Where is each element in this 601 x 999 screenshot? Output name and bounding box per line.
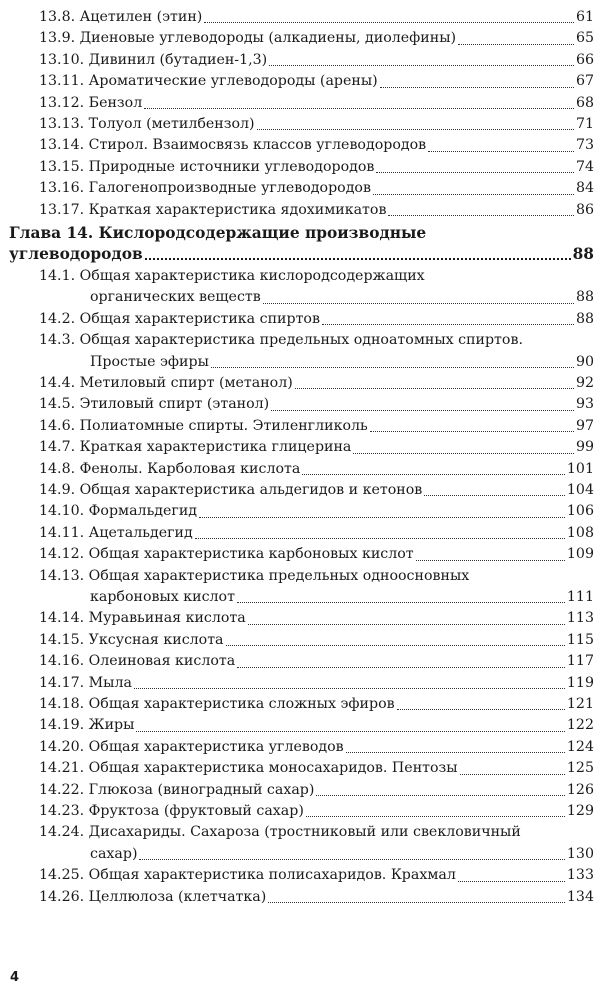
toc-entry-heading <box>39 630 224 651</box>
toc-entry-line <box>39 28 594 49</box>
toc-entry-title: Общая характеристика предельных одноосновных <box>88 567 470 584</box>
dot-leader <box>248 624 565 625</box>
toc-entry-line <box>39 135 594 156</box>
toc-entry-heading <box>39 608 246 629</box>
toc-entry-page: 66 <box>575 51 594 68</box>
toc-entry-line <box>39 715 594 736</box>
dot-leader <box>346 752 565 753</box>
toc-entry-title: Муравьиная кислота <box>88 610 246 627</box>
toc-entry-page: 126 <box>566 781 594 798</box>
toc-entry-page: 74 <box>575 158 594 175</box>
toc-entry-number: 14.7. <box>39 439 76 456</box>
dot-leader <box>145 258 571 260</box>
toc-entry-page: 88 <box>575 289 594 306</box>
chapter-title-line <box>9 244 594 265</box>
dot-leader <box>416 560 565 561</box>
toc-entry-page: 61 <box>575 9 594 25</box>
dot-leader <box>380 87 574 88</box>
dot-leader <box>271 410 574 411</box>
toc-entry <box>39 715 594 736</box>
dot-leader <box>237 602 565 603</box>
toc-entry-number: 13.10. <box>39 51 85 68</box>
toc-entry-title-continued: органических веществ <box>90 289 261 306</box>
toc-entry-line <box>39 501 594 522</box>
dot-leader <box>144 108 574 109</box>
toc-entry-title: Дисахариды. Сахароза (тростниковый или свекловичный <box>88 824 521 841</box>
toc-entry-title: Полиатомные спирты. Этиленгликоль <box>79 417 368 434</box>
toc-entry-title: Общая характеристика кислородсодержащих <box>79 268 425 284</box>
toc-entry-title-continued: Простые эфиры <box>90 353 209 370</box>
toc-entry-heading <box>39 694 395 715</box>
page-number: 4 <box>10 970 20 985</box>
toc-entry-title: Уксусная кислота <box>88 631 224 648</box>
toc-entry-page: 90 <box>575 353 594 370</box>
toc-entry-title: Целлюлоза (клетчатка) <box>88 888 267 905</box>
toc-entry-number: 13.12. <box>39 94 85 111</box>
chapter-title-continued: углеводородов <box>9 245 143 263</box>
toc-entry-page: 122 <box>566 717 594 734</box>
toc-entry-number: 14.23. <box>39 803 85 819</box>
toc-entry-heading <box>39 673 132 694</box>
dot-leader <box>322 324 574 325</box>
toc-entry <box>39 780 594 801</box>
toc-entry-number: 14.2. <box>39 310 76 327</box>
toc-entry-heading <box>39 416 368 437</box>
toc-entry-line <box>39 673 594 694</box>
toc-entry-line <box>39 801 594 822</box>
dot-leader <box>460 774 565 775</box>
toc-entry <box>39 673 594 694</box>
toc-entry-page: 92 <box>575 375 594 391</box>
toc-entry-page: 73 <box>575 137 594 154</box>
toc-entry-title: Общая характеристика сложных эфиров <box>88 696 395 712</box>
toc-entry-line <box>39 394 594 415</box>
toc-entry-page: 97 <box>575 417 594 434</box>
toc-entry-line <box>39 114 594 135</box>
toc-entry-line <box>39 844 594 865</box>
toc-entry-title-continued: сахар) <box>90 845 138 862</box>
toc-entry-title: Общая характеристика углеводов <box>88 738 344 755</box>
toc-entry-title: Краткая характеристика глицерина <box>79 439 352 456</box>
toc-entry-title: Общая характеристика альдегидов и кетонов <box>79 482 423 498</box>
toc-entry <box>39 394 594 415</box>
toc-entry-number: 14.24. <box>39 824 85 841</box>
toc-entry-line <box>39 737 594 758</box>
dot-leader <box>295 388 574 389</box>
toc-entry-title: Краткая характеристика ядохимикатов <box>88 201 387 218</box>
toc-entry-title: Дивинил (бутадиен-1,3) <box>88 51 268 68</box>
toc-entry <box>39 608 594 629</box>
toc-entry-title: Фенолы. Карболовая кислота <box>79 460 301 477</box>
toc-entry-line <box>39 523 594 544</box>
dot-leader <box>211 367 574 368</box>
toc-entry <box>39 501 594 522</box>
toc-entry-title: Толуол (метилбензол) <box>88 116 255 132</box>
toc-entry-page: 115 <box>566 631 594 648</box>
toc-entry-line <box>39 780 594 801</box>
toc-entry-title: Галогенопроизводные углеводородов <box>88 180 371 197</box>
toc-entry <box>39 71 594 92</box>
toc-entry-line <box>39 587 594 608</box>
dot-leader <box>306 816 565 817</box>
toc-entry-number: 14.11. <box>39 524 85 541</box>
toc-entry-number: 14.25. <box>39 867 85 884</box>
toc-entry-page: 111 <box>566 589 594 605</box>
toc-entry <box>39 544 594 565</box>
toc-entry <box>39 200 594 221</box>
toc-entry-title: Природные источники углеводородов <box>88 158 375 175</box>
toc-entry-title-continued: карбоновых кислот <box>90 589 235 605</box>
toc-entry-page: 84 <box>575 180 594 197</box>
dot-leader <box>195 538 565 539</box>
dot-leader <box>134 688 565 689</box>
toc-entry-number: 13.13. <box>39 116 85 132</box>
toc-entry-title: Общая характеристика предельных одноатомных спиртов. <box>79 332 523 349</box>
toc-entry-heading <box>39 887 266 908</box>
toc-entry-title: Общая характеристика моносахаридов. Пентозы <box>88 760 458 777</box>
toc-entry-number: 13.15. <box>39 158 85 175</box>
dot-leader <box>204 22 574 23</box>
toc-entry-page: 109 <box>566 546 594 563</box>
toc-entry <box>39 157 594 178</box>
toc-entry-heading <box>39 157 374 178</box>
toc-entry <box>39 480 594 501</box>
toc-entry-title: Общая характеристика спиртов <box>79 310 320 327</box>
toc-entry-line <box>39 50 594 71</box>
toc-entry <box>39 758 594 779</box>
toc-entry-heading <box>39 50 267 71</box>
toc-entry-number: 14.8. <box>39 460 76 477</box>
toc-entry-number: 14.20. <box>39 738 85 755</box>
toc-entry-page: 134 <box>566 888 594 905</box>
toc-entry-heading <box>39 7 202 28</box>
toc-entry-page: 88 <box>575 310 594 327</box>
toc-entry-title: Метиловый спирт (метанол) <box>79 375 293 391</box>
toc-entry-number: 14.13. <box>39 567 85 584</box>
toc-entry <box>39 865 594 886</box>
toc-entry-page: 101 <box>566 460 594 477</box>
toc-entry-heading <box>39 178 371 199</box>
toc-entry-heading <box>39 715 134 736</box>
dot-leader <box>353 453 574 454</box>
toc-entry-line <box>39 758 594 779</box>
toc-entry-heading <box>39 394 269 415</box>
toc-entry-title: Формальдегид <box>88 503 198 520</box>
toc-entry-page: 121 <box>566 696 594 712</box>
toc-entry <box>39 309 594 330</box>
dot-leader <box>136 731 564 732</box>
toc-entry-number: 14.10. <box>39 503 85 520</box>
toc-entry-number: 14.1. <box>39 268 76 284</box>
toc-entry <box>39 373 594 394</box>
toc-entry-heading <box>39 93 142 114</box>
toc-entry-page: 71 <box>575 116 594 132</box>
dot-leader <box>316 795 564 796</box>
toc-entry-line <box>39 200 594 221</box>
toc-entry-page: 133 <box>566 867 594 884</box>
toc-entry-line <box>39 459 594 480</box>
toc-entry-heading <box>39 780 314 801</box>
toc-entry-heading <box>39 71 378 92</box>
toc-entry <box>39 93 594 114</box>
toc-entry-number: 14.18. <box>39 696 85 712</box>
toc-entry <box>39 630 594 651</box>
chapter-title-line: Глава 14. Кислородсодержащие производные <box>9 224 427 242</box>
toc-entry-title: Фруктоза (фруктовый сахар) <box>88 803 304 819</box>
toc-entry-number: 14.26. <box>39 888 85 905</box>
toc-entry-line <box>39 544 594 565</box>
toc-entry-heading <box>39 801 304 822</box>
toc-entry-line <box>39 865 594 886</box>
dot-leader <box>370 431 574 432</box>
toc-entry <box>39 28 594 49</box>
toc-entry-page: 130 <box>566 845 594 862</box>
toc-entry-page: 86 <box>575 201 594 218</box>
toc-entry-page: 113 <box>566 610 594 627</box>
toc-entry-number: 14.16. <box>39 653 85 670</box>
toc-entry-line <box>39 373 594 394</box>
toc-entry-number: 13.11. <box>39 73 85 90</box>
toc-entry-title: Глюкоза (виноградный сахар) <box>88 781 315 798</box>
toc-entry-title: Олеиновая кислота <box>88 653 236 670</box>
toc-entry-title: Общая характеристика полисахаридов. Крахмал <box>88 867 456 884</box>
toc-entry-heading <box>39 373 293 394</box>
toc-entry <box>39 651 594 672</box>
toc-entry-page: 106 <box>566 503 594 520</box>
toc-entry-heading <box>39 437 351 458</box>
toc-entry-line <box>39 630 594 651</box>
toc-entry-title: Бензол <box>88 94 143 111</box>
dot-leader <box>269 65 574 66</box>
toc-entry-title: Ацетилен (этин) <box>79 9 203 25</box>
toc-entry-line <box>39 416 594 437</box>
toc-entry <box>39 135 594 156</box>
toc-entry <box>39 437 594 458</box>
toc-entry-heading <box>39 480 422 501</box>
toc-entry-line <box>39 608 594 629</box>
toc-entry <box>39 459 594 480</box>
toc-entry-line <box>39 157 594 178</box>
toc-entry-title: Мыла <box>88 674 132 691</box>
toc-entry-line <box>39 352 594 373</box>
toc-entry-line <box>39 178 594 199</box>
toc-entry-title: Ароматические углеводороды (арены) <box>88 73 378 90</box>
dot-leader <box>458 881 565 882</box>
toc-entry <box>39 801 594 822</box>
toc-entry-page: 67 <box>575 73 594 90</box>
toc-entry-number: 14.6. <box>39 417 76 434</box>
toc-entry <box>39 566 594 609</box>
toc-entry <box>39 266 594 309</box>
toc-entry-line <box>39 309 594 330</box>
toc-entry-page: 124 <box>566 738 594 755</box>
dot-leader <box>226 645 565 646</box>
toc-entry-number: 13.8. <box>39 9 76 25</box>
toc-entry-number: 14.21. <box>39 760 85 777</box>
toc-entry-heading <box>39 865 456 886</box>
dot-leader <box>424 495 565 496</box>
toc-entry-page: 119 <box>566 674 594 691</box>
toc-entry <box>39 416 594 437</box>
toc-entry-line <box>39 566 594 587</box>
toc-entry-title: Общая характеристика карбоновых кислот <box>88 546 414 563</box>
toc-entry <box>39 737 594 758</box>
toc-entry-number: 14.22. <box>39 781 85 798</box>
dot-leader <box>376 172 574 173</box>
toc-entry-page: 117 <box>566 653 594 670</box>
dot-leader <box>373 194 574 195</box>
toc-entry-line <box>39 330 594 351</box>
dot-leader <box>388 215 574 216</box>
toc-entry <box>39 7 594 28</box>
toc-entry-number: 13.16. <box>39 180 85 197</box>
toc-entry-heading <box>39 459 300 480</box>
toc-entry-number: 13.17. <box>39 201 85 218</box>
toc-entry-title: Стирол. Взаимосвязь классов углеводородов <box>88 137 427 154</box>
toc-entry-number: 14.3. <box>39 332 76 349</box>
toc-entry-line <box>39 71 594 92</box>
toc-entry-heading <box>39 651 235 672</box>
dot-leader <box>458 44 574 45</box>
toc-entry-heading <box>39 114 255 135</box>
toc-entry <box>39 50 594 71</box>
dot-leader <box>302 474 565 475</box>
toc-entry-heading <box>39 135 426 156</box>
toc-entry-number: 13.14. <box>39 137 85 154</box>
toc-entry-line <box>39 887 594 908</box>
toc-entry-title: Этиловый спирт (этанол) <box>79 396 270 413</box>
toc-entry-page: 129 <box>566 803 594 819</box>
toc-entry-number: 14.12. <box>39 546 85 563</box>
toc-entry-number: 14.5. <box>39 396 76 413</box>
dot-leader <box>257 129 574 130</box>
toc-entry-heading <box>39 523 193 544</box>
toc-entry-number: 14.14. <box>39 610 85 627</box>
dot-leader <box>268 902 565 903</box>
toc-entry-heading <box>39 501 197 522</box>
toc-entry-title: Ацетальдегид <box>88 524 193 541</box>
toc-entry <box>39 523 594 544</box>
toc-entry-line <box>39 651 594 672</box>
toc-entry-title: Жиры <box>88 717 135 734</box>
dot-leader <box>397 709 565 710</box>
toc-entry <box>39 822 594 865</box>
toc-entry-title: Диеновые углеводороды (алкадиены, диолефины) <box>79 30 457 47</box>
chapter-heading <box>9 223 594 265</box>
toc-entry <box>39 114 594 135</box>
toc-entry-line <box>39 822 594 843</box>
dot-leader <box>199 517 565 518</box>
dot-leader <box>139 859 564 860</box>
toc-entry-heading <box>39 737 344 758</box>
toc-entry-heading <box>39 309 320 330</box>
toc-entry-line <box>39 7 594 28</box>
toc-entry-page: 93 <box>575 396 594 413</box>
toc-entry-number: 14.4. <box>39 375 76 391</box>
toc-entry <box>39 330 594 373</box>
toc-entry-line <box>39 694 594 715</box>
toc-entry-line <box>39 437 594 458</box>
toc-entry-number: 14.19. <box>39 717 85 734</box>
toc-entry-number: 13.9. <box>39 30 76 47</box>
toc-entry-line <box>39 93 594 114</box>
chapter-page: 88 <box>572 245 594 263</box>
toc-entry-page: 99 <box>575 439 594 456</box>
dot-leader <box>263 303 574 304</box>
toc-entry <box>39 887 594 908</box>
toc-entry-line <box>39 266 594 287</box>
toc-entry-number: 14.9. <box>39 482 76 498</box>
toc-entry-page: 65 <box>575 30 594 47</box>
toc-entry-page: 108 <box>566 524 594 541</box>
toc-entry-heading <box>39 200 386 221</box>
toc-entry-line <box>39 287 594 308</box>
toc-entry-page: 68 <box>575 94 594 111</box>
toc-entry <box>39 694 594 715</box>
toc-entry-page: 125 <box>566 760 594 777</box>
dot-leader <box>428 151 574 152</box>
toc-entry-page: 104 <box>566 482 594 498</box>
toc-entry-number: 14.17. <box>39 674 85 691</box>
dot-leader <box>237 667 565 668</box>
toc-entry-line <box>39 480 594 501</box>
toc-entry-heading <box>39 28 456 49</box>
toc-entry-heading <box>39 758 458 779</box>
toc-entry <box>39 178 594 199</box>
toc-entry-number: 14.15. <box>39 631 85 648</box>
toc-entry-heading <box>39 544 414 565</box>
